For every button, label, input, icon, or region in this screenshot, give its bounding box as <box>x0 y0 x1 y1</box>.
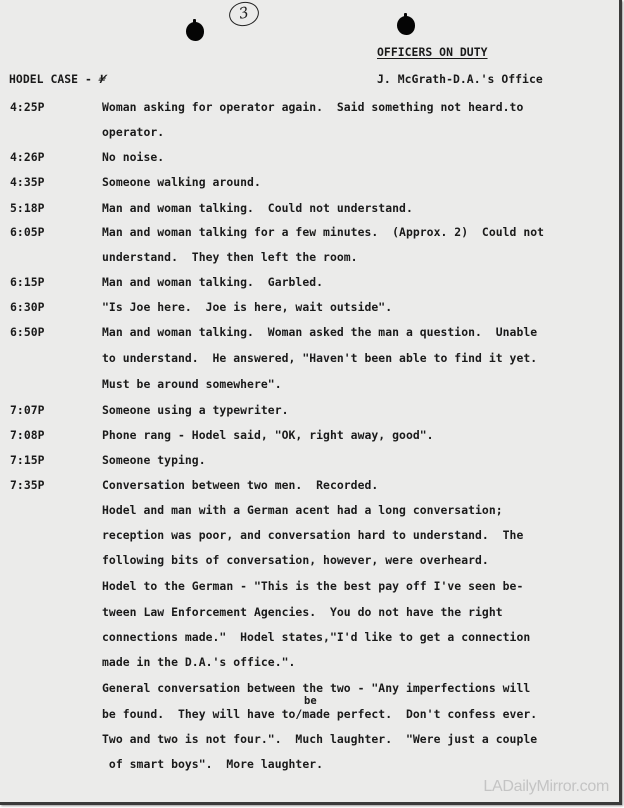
entry-text: Man and woman talking. Could not understand. <box>102 201 413 215</box>
entry-text: Someone walking around. <box>102 175 261 189</box>
entry-time: 7:08P <box>10 428 45 442</box>
entry-time: 7:07P <box>10 403 45 417</box>
entry-text: "Is Joe here. Joe is here, wait outside". <box>102 300 393 314</box>
entry-text: Woman asking for operator again. Said something not heard.to <box>102 100 524 114</box>
watermark: LADailyMirror.com <box>483 778 609 795</box>
entry-text: understand. They then left the room. <box>102 250 358 264</box>
handwritten-page-number: 3 <box>227 0 261 29</box>
narrative-line: tween Law Enforcement Agencies. You do not have the right <box>102 605 503 619</box>
header-title: OFFICERS ON DUTY <box>377 45 488 59</box>
entry-time: 4:35P <box>10 175 45 189</box>
punch-hole-left <box>186 22 204 41</box>
entry-time: 4:25P <box>10 100 45 114</box>
narrative-line: General conversation between the two - "Any imperfections will <box>102 681 531 695</box>
entry-text: No noise. <box>102 150 165 164</box>
narrative-line: following bits of conversation, however, were overheard. <box>102 553 489 567</box>
case-label: HODEL CASE - <box>9 72 92 86</box>
narrative-line: Hodel and man with a German acent had a long conversation; <box>102 503 503 517</box>
entry-text: Someone using a typewriter. <box>102 403 289 417</box>
entry-time: 7:35P <box>10 478 45 492</box>
narrative-line: of smart boys". More laughter. <box>102 757 324 771</box>
typed-insertion: be <box>304 695 317 707</box>
entry-time: 6:30P <box>10 300 45 314</box>
officer-name: J. McGrath-D.A.'s Office <box>377 72 543 86</box>
entry-time: 7:15P <box>10 453 45 467</box>
entry-text: operator. <box>102 125 165 139</box>
entry-text: Man and woman talking. Woman asked the man a question. Unable <box>102 325 538 339</box>
narrative-line: connections made." Hodel states,"I'd like to get a connection <box>102 630 531 644</box>
entry-text: Phone rang - Hodel said, "OK, right away, good". <box>102 428 434 442</box>
entry-text: Conversation between two men. Recorded. <box>102 478 379 492</box>
entry-time: 6:50P <box>10 325 45 339</box>
entry-text: Must be around somewhere". <box>102 377 282 391</box>
narrative-line: made in the D.A.'s office.". <box>102 655 296 669</box>
entry-text: Man and woman talking. Garbled. <box>102 275 324 289</box>
narrative-line: reception was poor, and conversation hard to understand. The <box>102 528 524 542</box>
entry-text: to understand. He answered, "Haven't been able to find it yet. <box>102 351 538 365</box>
narrative-line: be found. They will have to/made perfect. Don't confess ever. <box>102 707 538 721</box>
narrative-line: Two and two is not four.". Much laughter. "Were just a couple <box>102 732 538 746</box>
entry-time: 5:18P <box>10 201 45 215</box>
punch-hole-right <box>397 16 415 35</box>
handwritten-mark-icon: ¥ <box>96 72 108 86</box>
case-heading <box>9 72 106 86</box>
entry-time: 4:26P <box>10 150 45 164</box>
narrative-line: Hodel to the German - "This is the best pay off I've seen be- <box>102 579 524 593</box>
entry-time: 6:05P <box>10 225 45 239</box>
entry-time: 6:15P <box>10 275 45 289</box>
entry-text: Someone typing. <box>102 453 206 467</box>
entry-text: Man and woman talking for a few minutes. (Approx. 2) Could not <box>102 225 545 239</box>
